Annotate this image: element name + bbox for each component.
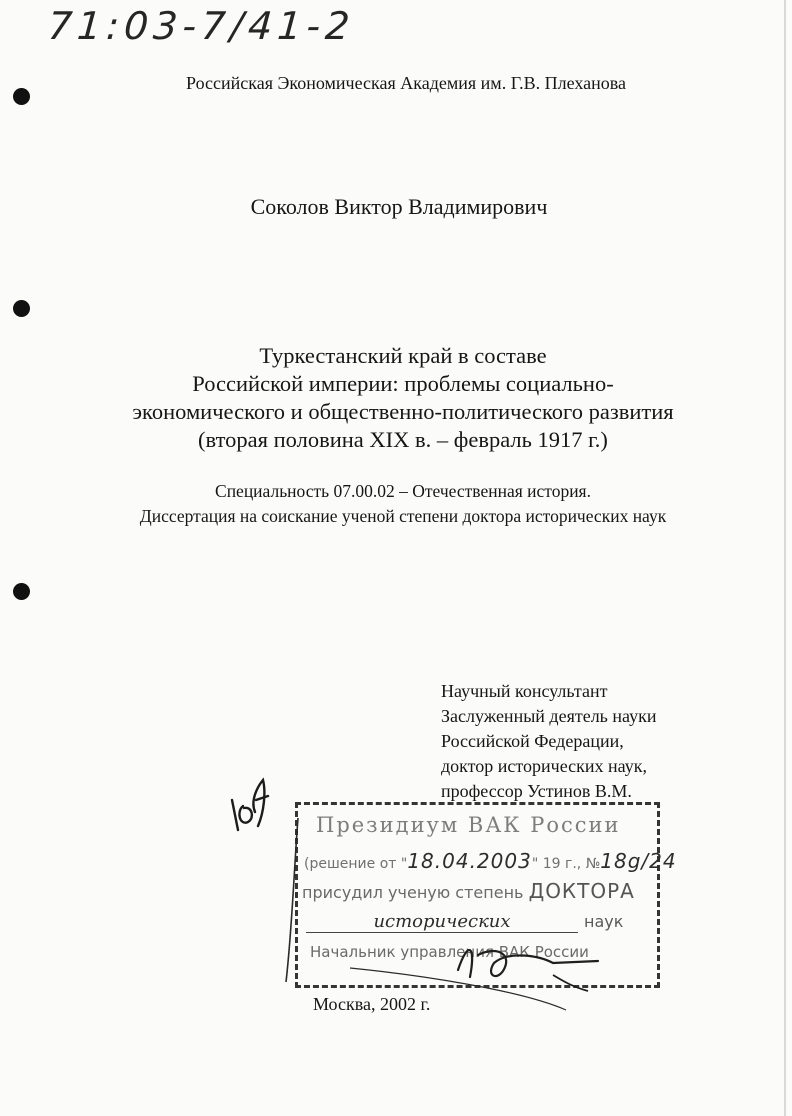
punch-hole-bottom: [13, 583, 30, 600]
stamp-date-suffix: г., №: [560, 856, 601, 872]
author-name: Соколов Виктор Владимирович: [250, 194, 548, 219]
stamp-number-handwritten: 18g/24: [600, 849, 677, 873]
consultant-line: Научный консультант: [441, 681, 608, 701]
consultant-line: Российской Федерации,: [441, 731, 624, 751]
punch-hole-middle: [13, 300, 30, 317]
stamp-date-prefix: (решение от ": [304, 856, 408, 872]
stamp-title: Президиум ВАК России: [316, 813, 621, 837]
stamp-date-mid: " 19: [531, 856, 561, 872]
stamp-field-suffix: наук: [584, 912, 624, 931]
specialty-line: Специальность 07.00.02 – Отечественная история.: [215, 481, 591, 501]
stamp-head-title: Начальник управления ВАК России: [310, 943, 589, 961]
consultant-line: Заслуженный деятель науки: [441, 706, 657, 726]
title-line: Российской империи: проблемы социально-: [192, 371, 614, 396]
stamp-degree-prefix: присудил ученую степень: [302, 883, 524, 902]
stamp-signature: [298, 805, 663, 991]
title-line: Туркестанский край в составе: [259, 343, 547, 368]
vak-approval-stamp: [295, 802, 677, 988]
dissertation-title: [0, 342, 792, 454]
stamp-field-handwritten: исторических: [306, 911, 578, 933]
specialty-block: [0, 479, 792, 529]
scan-edge-line: [784, 0, 786, 1116]
title-line: экономического и общественно-политического развития: [132, 399, 674, 424]
margin-initials-mark: [232, 780, 268, 830]
archive-code-handwritten: 71:03-7/41-2: [46, 4, 356, 48]
consultant-line: доктор исторических наук,: [441, 756, 647, 776]
degree-line: Диссертация на соискание ученой степени доктора исторических наук: [139, 506, 667, 526]
stamp-date-handwritten: 18.04.2003: [407, 849, 532, 873]
institution-name: Российская Экономическая Академия им. Г.В. Плеханова: [186, 73, 626, 93]
city-and-year: Москва, 2002 г.: [313, 994, 431, 1014]
scientific-consultant: [441, 679, 656, 804]
stamp-degree-value: ДОКТОРА: [528, 879, 635, 903]
title-line: (вторая половина XIX в. – февраль 1917 г.): [198, 427, 608, 452]
consultant-line: профессор Устинов В.М.: [441, 781, 632, 801]
